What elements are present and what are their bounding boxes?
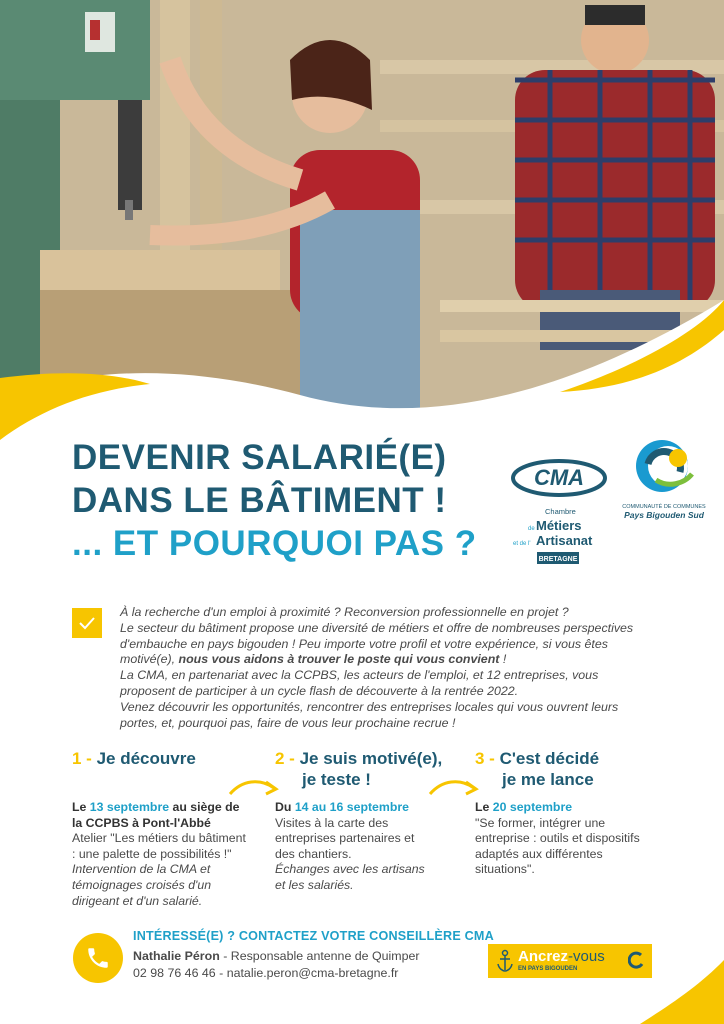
step-1-note: Intervention de la CMA et témoignages croisés d'un dirigeant et d'un salarié. [72,862,212,908]
title-line-1: DEVENIR SALARIÉ(E) [72,438,447,477]
step-2-title: 2 - Je suis motivé(e), je teste ! [275,749,443,789]
cc-line-1: COMMUNAUTÉ DE COMMUNES [622,504,706,510]
step-1-atelier: Atelier "Les métiers du bâtiment : une palette de possibilités !" [72,831,246,861]
step-1-details [72,800,252,909]
contact-coordinates [133,966,398,980]
title-line-3: ... ET POURQUOI PAS ? [72,524,477,563]
step-3-date: Le 20 septembre [475,800,573,814]
anchor-icon [496,949,514,973]
cc-mini-logo-icon [628,951,646,969]
cc-logo [618,436,710,526]
arrow-right-icon [428,776,480,800]
intro-text [120,605,648,731]
intro-p2: Le secteur du bâtiment propose une diversité de métiers et offre de nombreuses perspectives d'embauche en pays bigouden ! Peu importe votre profil et votre expérience, si vous êtes motivé(e), nous vous aidons à trouver le poste qui vous convient ! [120,620,634,667]
step-3-text: "Se former, intégrer une entreprise : outils et dispositifs adaptés aux différentes situations". [475,815,640,877]
cma-artisanat: Artisanat [536,533,593,548]
cma-et-de-prefix: et de l' [513,541,531,547]
arrow-right-icon [228,776,280,800]
step-1-title: 1 - Je découvre [72,749,196,768]
badge-word-2: -vous [568,948,605,965]
step-3-title: 3 - C'est décidé je me lance [475,749,600,789]
contact-email[interactable]: - natalie.peron@cma-bretagne.fr [215,966,399,980]
cma-chambre: Chambre [545,507,576,516]
step-2-details [275,800,435,894]
step-2-date: Du 14 au 16 septembre [275,800,409,814]
intro-p1: À la recherche d'un emploi à proximité ? Reconversion professionnelle en projet ? [120,605,569,619]
step-2-text: Visites à la carte des entreprises partenaires et des chantiers. [275,815,415,861]
cc-line-2: Pays Bigouden Sud [624,510,704,520]
intro-p4: Venez découvrir les opportunités, rencontrer des entreprises locales qui vous ouvrent leurs portes, et, pourquoi pas, faire de vous leur prochaine recrue ! [120,699,619,730]
intro-p2-bold: nous vous aidons à trouver le poste qui vous convient [178,652,500,667]
intro-p3: La CMA, en partenariat avec la CCPBS, les acteurs de l'emploi, et 12 entreprises, vous proposent de participer à un cycle flash de découverte à la rentrée 2022. [120,668,599,698]
title-line-2: DANS LE BÂTIMENT ! [72,481,447,520]
step-1-date: Le 13 septembre au siège de la CCPBS à Pont-l'Abbé [72,800,240,830]
step-2-note: Échanges avec les artisans et les salariés. [275,862,425,892]
cma-region: BRETAGNE [538,556,578,563]
contact-person: Nathalie Péron - Responsable antenne de Quimper [133,949,420,963]
cma-metiers: Métiers [536,518,582,533]
cma-logo [508,458,610,570]
contact-name: Nathalie Péron [133,949,220,963]
ancrez-vous-badge [488,944,652,978]
badge-word-1: Ancrez [518,948,569,965]
contact-title: INTÉRESSÉ(E) ? CONTACTEZ VOTRE CONSEILLÈRE CMA [133,929,494,943]
contact-phone[interactable]: 02 98 76 46 46 [133,966,216,980]
phone-icon [73,933,123,983]
cma-de-prefix: de [528,526,535,532]
check-icon [72,608,102,638]
page-title [72,436,477,565]
step-3-details [475,800,655,878]
cma-letters: CMA [533,465,585,490]
badge-sub: EN PAYS BIGOUDEN [518,966,578,972]
